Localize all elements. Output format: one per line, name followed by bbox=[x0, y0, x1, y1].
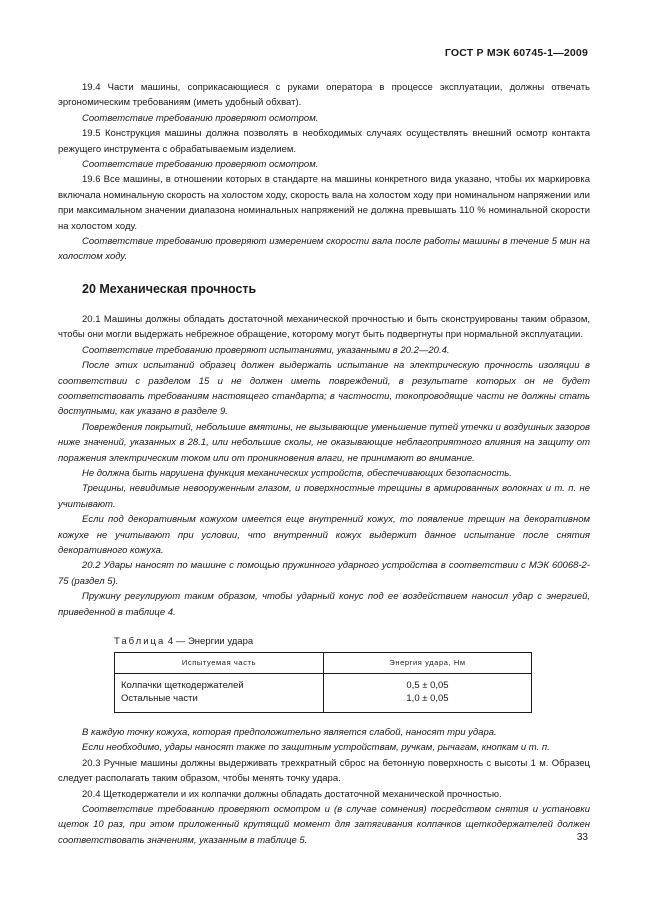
paragraph-20-1-cracks: Трещины, невидимые невооруженным глазом, и поверхностные трещины в армированных волокнах и т. п. не учитывают. bbox=[58, 483, 590, 510]
impact-energy-table bbox=[114, 652, 532, 713]
page-number: 33 bbox=[576, 832, 588, 843]
document-body bbox=[58, 80, 590, 848]
table-cell-energy-1: 0,5 ± 0,05 bbox=[406, 680, 449, 691]
paragraph-20-1: 20.1 Машины должны обладать достаточной механической прочностью и быть сконструированы таким образом, чтобы они могли выдержать небрежное обращение, которому могут быть подвергнуты при нормальной эксплуатации. bbox=[58, 313, 590, 341]
table-caption-word: Таблица bbox=[114, 636, 166, 647]
table-cell-part-1: Колпачки щеткодержателей bbox=[121, 680, 244, 691]
paragraph-20-2-spring: Пружину регулируют таким образом, чтобы ударный конус под ее воздействием наносил удар с энергией, приведенной в таблице 4. bbox=[58, 591, 590, 618]
table-caption-number: 4 bbox=[167, 636, 174, 647]
paragraph-20-4: 20.4 Щеткодержатели и их колпачки должны обладать достаточной механической прочностью. bbox=[82, 788, 502, 800]
compliance-19-5: Соответствие требованию проверяют осмотром. bbox=[82, 159, 319, 171]
document-header: ГОСТ Р МЭК 60745-1—2009 bbox=[444, 47, 588, 59]
paragraph-20-1-after-tests: После этих испытаний образец должен выдержать испытание на электрическую прочность изоляции в соответствии с разделом 15 и не должен иметь повреждений, в результате которых он не будет соответствовать требованиям настоящего стандарта; в частности, токопроводящие части не должны стать доступными, как указано в разделе 9. bbox=[58, 360, 590, 418]
table-cell-part-2: Остальные части bbox=[121, 692, 198, 704]
table-cell-energy-2: 1,0 ± 0,05 bbox=[406, 692, 449, 704]
compliance-19-4: Соответствие требованию проверяют осмотром. bbox=[82, 112, 319, 124]
table-cell-energies bbox=[324, 674, 532, 713]
table-caption bbox=[114, 635, 590, 648]
paragraph-impact-extra: Если необходимо, удары наносят также по защитным устройствам, ручкам, рычагам, кнопкам и т. п. bbox=[82, 742, 550, 754]
compliance-19-6: Соответствие требованию проверяют измерением скорости вала после работы машины в течение 5 мин на холостом ходу. bbox=[58, 236, 590, 263]
table-header-part: Испытуемая часть bbox=[115, 653, 324, 674]
table-header-row bbox=[115, 653, 532, 674]
compliance-20-4: Соответствие требованию проверяют осмотром и (в случае сомнения) посредством снятия и установки щеток 10 раз, при этом приложенный крутящий момент для затягивания колпачков щеткодержателей должен соответствовать значениям, указанным в таблице 5. bbox=[58, 804, 590, 846]
paragraph-impact-points: В каждую точку кожуха, которая предположительно является слабой, наносят три удара. bbox=[82, 727, 497, 738]
compliance-20-1: Соответствие требованию проверяют испытаниями, указанными в 20.2—20.4. bbox=[82, 344, 450, 356]
table-caption-title: — Энергии удара bbox=[175, 636, 254, 647]
paragraph-19-5: 19.5 Конструкция машины должна позволять в необходимых случаях осуществлять внешний осмотр контакта режущего инструмента с обрабатываемым изделием. bbox=[58, 128, 590, 155]
paragraph-20-3: 20.3 Ручные машины должны выдерживать трехкратный сброс на бетонную поверхность с высоты 1 м. Образец следует располагать таким образом, чтобы менять точку удара. bbox=[58, 757, 590, 785]
table-cell-parts bbox=[115, 674, 324, 713]
paragraph-19-4: 19.4 Части машины, соприкасающиеся с руками оператора в процессе эксплуатации, должны отвечать эргономическим требованиям (иметь удобный обхват). bbox=[58, 82, 590, 109]
paragraph-20-1-cover: Если под декоративным кожухом имеется еще внутренний кожух, то появление трещин на декоративном кожухе не учитывают при условии, что внутренний кожух выдержит данное испытание после снятия декоративного кожуха. bbox=[58, 514, 590, 556]
paragraph-20-1-damage: Повреждения покрытий, небольшие вмятины, не вызывающие уменьшение путей утечки и воздушных зазоров ниже значений, указанных в 28.1, или небольшие сколы, не оказывающие неблагоприятного влияния на защиту от поражения электрическим током или от проникновения влаги, не принимают во внимание. bbox=[58, 421, 590, 464]
paragraph-19-6: 19.6 Все машины, в отношении которых в стандарте на машины конкретного вида указано, чтобы их маркировка включала номинальную скорость на холостом ходу, скорость вала на холостом ходу при номинальном напряжении или при максимальном значении диапазона номинальных напряжений не должна превышать 110 % номинальной скорости на холостом ходу. bbox=[58, 174, 590, 232]
paragraph-20-1-function: Не должна быть нарушена функция механических устройств, обеспечивающих безопасность. bbox=[82, 467, 512, 479]
table-header-energy: Энергия удара, Нм bbox=[324, 653, 532, 674]
paragraph-20-2: 20.2 Удары наносят по машине с помощью пружинного ударного устройства в соответствии с МЭК 60068-2-75 (раздел 5). bbox=[58, 560, 590, 587]
table-row bbox=[115, 674, 532, 713]
section-heading-20: 20 Механическая прочность bbox=[82, 281, 257, 296]
